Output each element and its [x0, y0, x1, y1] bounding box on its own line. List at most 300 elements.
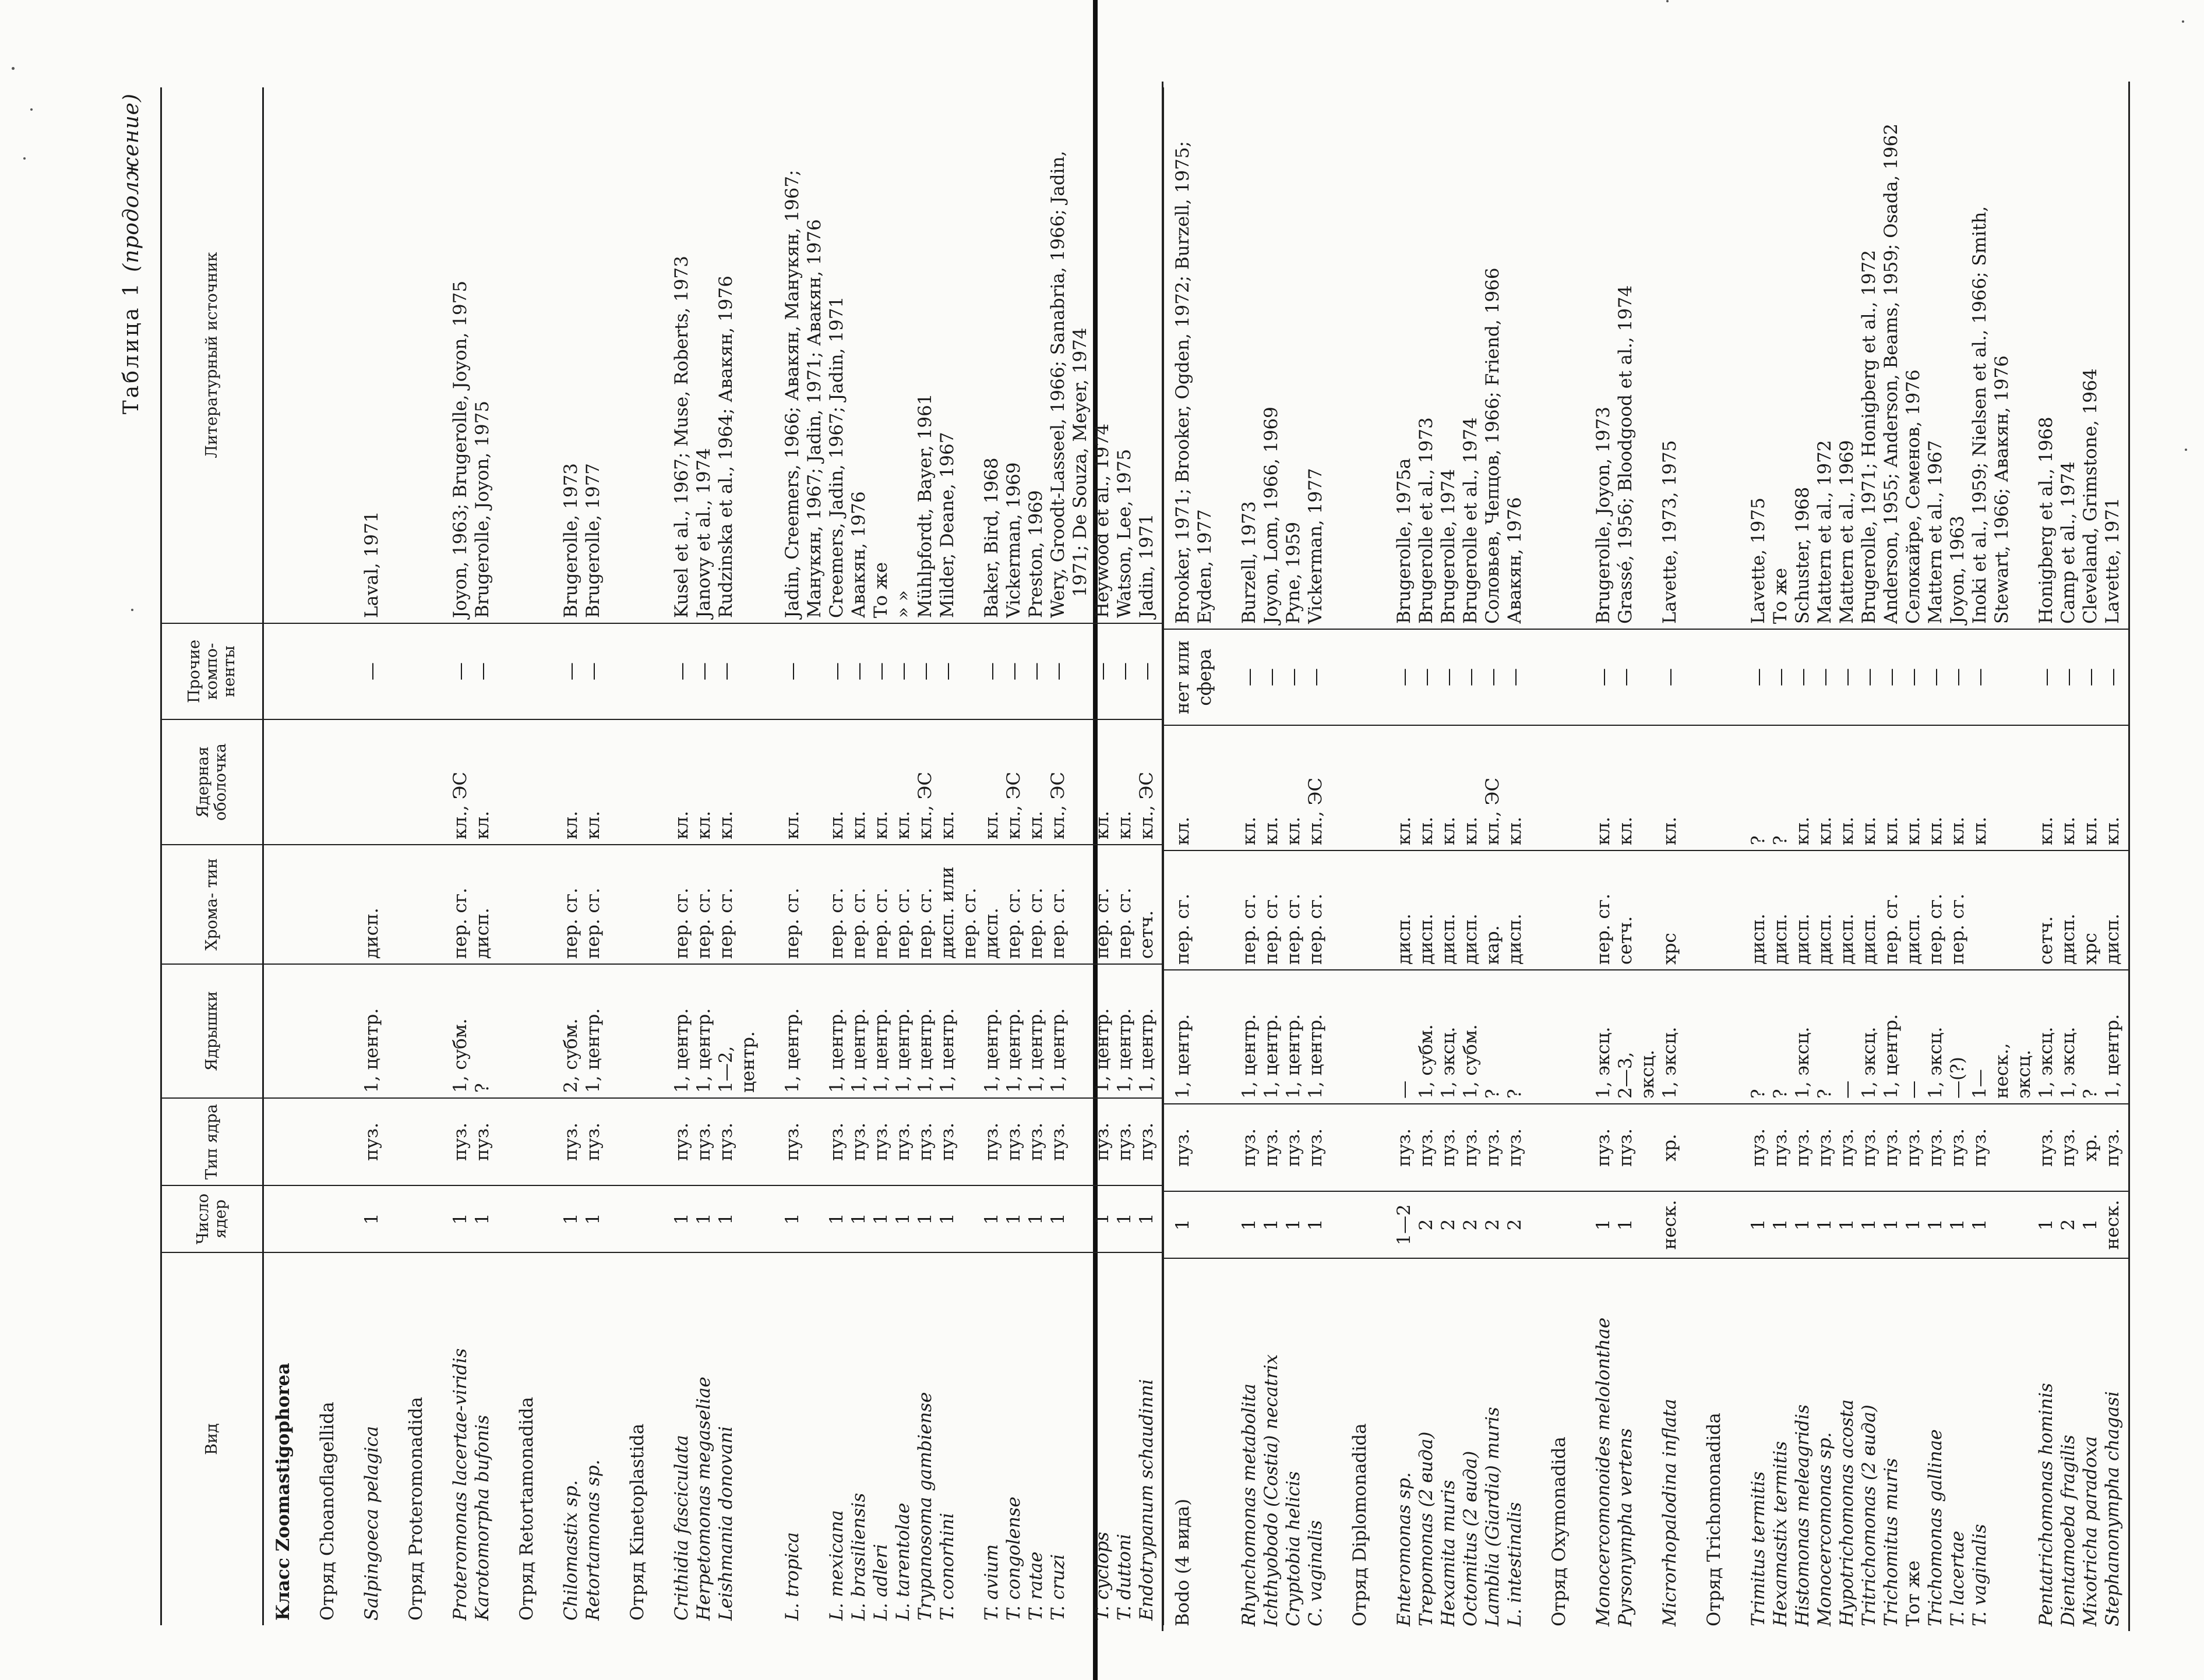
left-hromatin-cell: сетч. — [1136, 910, 1157, 959]
right-istochnik-cell: Селокайре, Семенов, 1976 — [1903, 369, 1924, 624]
right-istochnik-cell: Joyon, Lom, 1966, 1969 — [1261, 407, 1282, 624]
right-tip-cell: пуз. — [1593, 1128, 1614, 1167]
left-prochie-cell — [604, 629, 626, 714]
col-obolochka — [263, 719, 1163, 845]
col-header-obolochka: Ядерная оболочка — [161, 719, 263, 845]
right-prochie-cell: — — [1460, 668, 1481, 686]
right-hromatin-cell: дисп. — [1903, 913, 1924, 965]
left-vid-cell: Salpingoeca pelagica — [361, 1425, 382, 1621]
right-hromatin-cell: пер. сг. — [1283, 893, 1304, 965]
left-vid-cell — [493, 1258, 516, 1621]
col-hromatin — [1163, 850, 2129, 970]
right-hromatin-cell: пер. сг. — [1593, 893, 1614, 965]
left-prochie-cell — [648, 629, 671, 714]
left-prochie-cell: — — [560, 662, 581, 680]
right-prochie-cell: — — [1239, 668, 1260, 686]
left-vid-cell: L. tropica — [782, 1532, 803, 1621]
right-istochnik-cell: Mattern et al., 1972 — [1814, 440, 1835, 624]
left-obolochka-cell — [427, 725, 449, 839]
right-chislo-cell: 1 — [1615, 1219, 1636, 1231]
left-yadryshki-cell: 1, центр. — [1025, 1008, 1046, 1093]
right-hromatin-cell: дисп. — [1836, 913, 1857, 965]
right-hromatin-cell — [1703, 856, 1725, 965]
left-chislo-cell — [316, 1191, 338, 1247]
left-prochie-cell: — — [1092, 662, 1113, 680]
right-chislo-cell — [1991, 1197, 2013, 1253]
left-hromatin-cell: пер. сг. — [583, 887, 604, 959]
right-chislo-cell — [1637, 1197, 1659, 1253]
left-yadryshki-cell: 1, центр. — [1114, 1008, 1135, 1093]
left-prochie-cell: — — [1048, 662, 1069, 680]
left-istochnik-cell: Creemers, Jadin, 1967; Jadin, 1971 — [826, 296, 847, 618]
left-chislo-cell: 1 — [981, 1213, 1002, 1225]
right-prochie-cell — [1637, 634, 1659, 720]
right-hromatin-cell: дисп. — [1792, 913, 1813, 965]
left-vid-cell: T. cruzi — [1048, 1554, 1069, 1621]
right-yadryshki-cell: 1, эксц. — [1593, 1026, 1614, 1099]
right-chislo-cell — [1526, 1197, 1548, 1253]
right-tip-cell — [1703, 1109, 1725, 1186]
left-istochnik-cell — [538, 92, 560, 618]
right-vid-cell: Hexamastix termitis — [1770, 1441, 1791, 1626]
left-obolochka-cell: кл. — [937, 811, 958, 839]
right-vid-cell: Pentatrichomonas hominis — [2036, 1383, 2057, 1626]
left-chislo-cell — [383, 1191, 405, 1247]
right-yadryshki-cell: 1, эксц. — [2058, 1026, 2079, 1099]
right-yadryshki-cell — [1548, 975, 1570, 1099]
left-chislo-cell: 1 — [560, 1213, 581, 1225]
left-vid-cell: Karotomorpha bufonis — [472, 1414, 493, 1621]
left-istochnik-cell: То же — [870, 562, 891, 618]
right-tip-cell: пуз. — [1881, 1128, 1902, 1167]
right-vid-cell — [1216, 1263, 1238, 1626]
right-vid-cell: T. vaginalis — [1969, 1524, 1990, 1626]
right-yadryshki-cell — [1570, 975, 1592, 1099]
right-prochie-cell: — — [1438, 668, 1459, 686]
left-tip-cell: пуз. — [782, 1123, 803, 1161]
left-vid-cell — [538, 1258, 560, 1621]
left-vid-cell: T. duttoni — [1114, 1533, 1135, 1621]
col-header-hromatin: Хрома- тин — [161, 845, 263, 964]
right-hromatin-cell: дисп. — [1394, 913, 1415, 965]
left-hromatin-cell — [803, 850, 826, 959]
right-prochie-cell: — — [1261, 668, 1282, 686]
right-chislo-cell — [1349, 1197, 1371, 1253]
left-hromatin-cell — [338, 850, 361, 959]
right-prochie-cell: — — [2080, 668, 2101, 686]
left-hromatin-cell — [316, 850, 338, 959]
left-hromatin-cell — [604, 850, 626, 959]
left-obolochka-cell: кл., ЭС — [1003, 771, 1024, 839]
left-hromatin-cell: пер. сг. — [1092, 887, 1113, 959]
right-tip-cell — [2013, 1109, 2035, 1186]
right-tip-cell: пуз. — [1305, 1128, 1326, 1167]
left-istochnik-cell — [604, 92, 626, 618]
left-hromatin-cell — [493, 850, 516, 959]
right-hromatin-cell — [1969, 856, 1991, 965]
right-hromatin-cell — [2013, 856, 2035, 965]
left-istochnik-cell: Brugerolle, 1973 — [560, 463, 581, 618]
right-vid-cell: T. lacertae — [1947, 1530, 1968, 1626]
right-hromatin-cell: кар. — [1482, 925, 1503, 965]
left-istochnik-cell — [405, 92, 427, 618]
right-tip-cell: пуз. — [1172, 1128, 1193, 1167]
left-chislo-cell: 1 — [583, 1213, 604, 1225]
col-chislo — [263, 1185, 1163, 1252]
right-vid-cell: Отряд Diplomonadida — [1349, 1423, 1370, 1626]
right-vid-cell: Trepomonas (2 вида) — [1416, 1431, 1437, 1626]
left-chislo-cell — [338, 1191, 361, 1247]
right-istochnik-cell: Соловьев, Чепцов, 1966; Friend, 1966 — [1482, 267, 1503, 624]
left-vid-cell: T. cyclops — [1092, 1531, 1113, 1621]
right-tip-cell: пуз. — [1969, 1128, 1990, 1167]
right-yadryshki-cell — [1526, 975, 1548, 1099]
right-istochnik-cell: Stewart, 1966; Авакян, 1976 — [1991, 355, 2012, 624]
left-prochie-cell: — — [1136, 662, 1157, 680]
left-yadryshki-cell — [516, 969, 538, 1093]
right-prochie-cell: — — [1748, 668, 1769, 686]
left-chislo-cell — [626, 1191, 648, 1247]
left-istochnik-cell: Preston, 1969 — [1025, 490, 1046, 618]
col-tip — [1163, 1104, 2129, 1191]
right-tip-cell: пуз. — [1460, 1128, 1481, 1167]
right-yadryshki-cell: эксц. — [1637, 1050, 1658, 1099]
right-hromatin-cell — [1194, 856, 1216, 965]
right-vid-cell — [1371, 1263, 1393, 1626]
left-hromatin-cell — [759, 850, 781, 959]
right-hromatin-cell — [1548, 856, 1570, 965]
right-yadryshki-cell: 1— — [1969, 1069, 1990, 1099]
left-istochnik-cell: Heywood et al., 1974 — [1092, 423, 1113, 618]
right-prochie-cell: — — [1969, 668, 1990, 686]
left-prochie-cell — [493, 629, 516, 714]
left-vid-cell: Chilomastix sp. — [560, 1480, 581, 1621]
left-obolochka-cell — [759, 725, 781, 839]
left-tip-cell: пуз. — [671, 1123, 692, 1161]
left-chislo-cell: 1 — [1114, 1213, 1135, 1225]
left-istochnik-cell: Kusel et al., 1967; Muse, Roberts, 1973 — [671, 256, 692, 618]
right-hromatin-cell — [1371, 856, 1393, 965]
left-tip-cell: пуз. — [826, 1123, 847, 1161]
left-istochnik-cell — [493, 92, 516, 618]
left-yadryshki-cell — [538, 969, 560, 1093]
right-chislo-cell: 1 — [1770, 1219, 1791, 1231]
left-prochie-cell: — — [1114, 662, 1135, 680]
right-chislo-cell: 1 — [1283, 1219, 1304, 1231]
right-obolochka-cell: кл. — [1947, 817, 1968, 845]
left-yadryshki-cell: 1, центр. — [937, 1008, 958, 1093]
right-chislo-cell: 2 — [2058, 1219, 2079, 1231]
left-hromatin-cell — [427, 850, 449, 959]
left-tip-cell — [338, 1103, 361, 1180]
right-hromatin-cell: дисп. — [1748, 913, 1769, 965]
right-obolochka-cell: ? — [1748, 835, 1769, 845]
right-yadryshki-cell: 1, эксц. — [1792, 1026, 1813, 1099]
left-vid-cell — [383, 1258, 405, 1621]
left-hromatin-cell: пер. сг. — [715, 887, 736, 959]
left-istochnik-cell: Vickerman, 1969 — [1003, 462, 1024, 618]
right-vid-cell: Microrhopalodina inflata — [1659, 1399, 1680, 1626]
right-istochnik-cell: Camp et al., 1974 — [2058, 461, 2079, 624]
right-hromatin-cell: дисп. — [1859, 913, 1879, 965]
col-header-prochie: Прочие компо- ненты — [161, 623, 263, 719]
right-obolochka-cell: кл. — [1836, 817, 1857, 845]
right-vid-cell — [1637, 1263, 1659, 1626]
right-obolochka-cell: кл. — [1969, 817, 1990, 845]
right-prochie-cell — [1526, 634, 1548, 720]
right-chislo-cell — [1371, 1197, 1393, 1253]
left-vid-cell: Herpetomonas megaseliae — [693, 1377, 714, 1621]
col-prochie — [1163, 629, 2129, 725]
left-chislo-cell: 1 — [848, 1213, 869, 1225]
left-istochnik-cell: Mühlpfordt, Bayer, 1961 — [915, 393, 936, 618]
right-yadryshki-cell — [1216, 975, 1238, 1099]
left-vid-cell — [427, 1258, 449, 1621]
right-obolochka-cell — [1349, 730, 1371, 845]
right-yadryshki-cell: 1, субм. — [1416, 1024, 1437, 1099]
left-chislo-cell: 1 — [361, 1213, 382, 1225]
right-istochnik-cell: Brugerolle et al., 1974 — [1460, 417, 1481, 624]
right-chislo-cell: 1 — [1748, 1219, 1769, 1231]
left-obolochka-cell — [338, 725, 361, 839]
right-obolochka-cell — [1703, 730, 1725, 845]
left-hromatin-cell: дисп. — [361, 908, 382, 959]
left-prochie-cell — [338, 629, 361, 714]
right-yadryshki-cell — [1703, 975, 1725, 1099]
right-chislo-cell — [1327, 1197, 1349, 1253]
left-chislo-cell — [1069, 1191, 1091, 1247]
right-prochie-cell: — — [1881, 668, 1902, 686]
right-tip-cell: пуз. — [1283, 1128, 1304, 1167]
col-yadryshki — [263, 964, 1163, 1098]
right-hromatin-cell — [1570, 856, 1592, 965]
left-obolochka-cell: кл. — [472, 811, 493, 839]
left-chislo-cell: 1 — [782, 1213, 803, 1225]
right-vid-cell: Ichthyobodo (Costia) necatrix — [1261, 1354, 1282, 1626]
right-hromatin-cell: пер. сг. — [1261, 893, 1282, 965]
left-chislo-cell — [538, 1191, 560, 1247]
right-istochnik-cell — [1703, 86, 1725, 624]
left-obolochka-cell: кл. — [782, 811, 803, 839]
right-tip-cell: пуз. — [1925, 1128, 1946, 1167]
left-tip-cell — [737, 1103, 759, 1180]
left-vid-cell — [958, 1258, 981, 1621]
right-chislo-cell — [1703, 1197, 1725, 1253]
right-istochnik-cell: Inoki et al., 1959; Nielsen et al., 1966; Smith, — [1969, 206, 1990, 624]
right-yadryshki-cell: 1, центр. — [1172, 1014, 1193, 1099]
col-vid — [263, 1252, 1163, 1625]
col-chislo — [1163, 1191, 2129, 1258]
left-yadryshki-cell — [803, 969, 826, 1093]
right-prochie-cell: — — [1925, 668, 1946, 686]
left-tip-cell — [427, 1103, 449, 1180]
right-prochie-cell — [1991, 634, 2013, 720]
left-hromatin-cell: дисп. или — [937, 866, 958, 959]
left-hromatin-cell — [648, 850, 671, 959]
left-yadryshki-cell — [759, 969, 781, 1093]
left-yadryshki-cell: 1, центр. — [826, 1008, 847, 1093]
right-vid-cell: Tritrichomonas (2 вида) — [1859, 1404, 1879, 1626]
left-tip-cell: пуз. — [1114, 1123, 1135, 1161]
right-page — [1098, 0, 2204, 1680]
table-body-row — [263, 87, 1163, 1625]
right-istochnik-cell — [1681, 86, 1703, 624]
right-tip-cell — [1637, 1109, 1659, 1186]
right-vid-cell: Hexamita muris — [1438, 1480, 1459, 1626]
right-obolochka-cell: кл., ЭС — [1305, 777, 1326, 845]
left-chislo-cell: 1 — [870, 1213, 891, 1225]
left-yadryshki-cell — [316, 969, 338, 1093]
right-hromatin-cell: дисп. — [2102, 913, 2123, 965]
left-istochnik-cell: 1971; De Souza, Meyer, 1974 — [1070, 327, 1091, 597]
left-obolochka-cell — [405, 725, 427, 839]
right-prochie-cell — [1349, 634, 1371, 720]
right-tip-cell: пуз. — [2102, 1128, 2123, 1167]
left-obolochka-cell: кл. — [1025, 811, 1046, 839]
left-yadryshki-cell: 1, центр. — [583, 1008, 604, 1093]
right-hromatin-cell: дисп. — [1416, 913, 1437, 965]
right-yadryshki-cell: 1, центр. — [1881, 1014, 1902, 1099]
right-hromatin-cell: дисп. — [1438, 913, 1459, 965]
right-chislo-cell — [1194, 1197, 1216, 1253]
left-obolochka-cell — [361, 725, 383, 839]
right-tip-cell: пуз. — [1239, 1128, 1260, 1167]
right-tip-cell: пуз. — [1859, 1128, 1879, 1167]
right-chislo-cell: 2 — [1416, 1219, 1437, 1231]
caption-note: (продолжение) — [119, 93, 143, 272]
right-hromatin-cell: пер. сг. — [1239, 893, 1260, 965]
left-obolochka-cell — [272, 725, 294, 839]
right-hromatin-cell — [1216, 856, 1238, 965]
left-yadryshki-cell — [648, 969, 671, 1093]
left-istochnik-cell — [759, 92, 781, 618]
right-prochie-cell: — — [1482, 668, 1503, 686]
right-prochie-cell: — — [1814, 668, 1835, 686]
right-tip-cell: пуз. — [1792, 1128, 1813, 1167]
right-obolochka-cell: кл. — [1881, 817, 1902, 845]
right-tip-cell — [1349, 1109, 1371, 1186]
table-body-row — [1163, 82, 2129, 1631]
left-chislo-cell: 1 — [1025, 1213, 1046, 1225]
left-obolochka-cell: кл. — [560, 811, 581, 839]
right-vid-cell: Тот же — [1903, 1560, 1924, 1626]
left-yadryshki-cell: 1, центр. — [693, 1008, 714, 1093]
left-yadryshki-cell: 1, центр. — [870, 1008, 891, 1093]
right-rotated-content — [1162, 82, 2123, 1631]
left-yadryshki-cell: 1, центр. — [782, 1008, 803, 1093]
left-obolochka-cell: кл., ЭС — [1136, 771, 1157, 839]
right-istochnik-cell — [1349, 86, 1371, 624]
right-hromatin-cell — [1526, 856, 1548, 965]
right-vid-cell: Enteromonas sp. — [1394, 1472, 1415, 1626]
left-obolochka-cell: кл. — [981, 811, 1002, 839]
right-istochnik-cell: Mattern et al., 1967 — [1925, 440, 1946, 624]
left-prochie-cell — [958, 629, 981, 714]
left-tip-cell: пуз. — [1092, 1123, 1113, 1161]
right-chislo-cell: 1 — [1593, 1219, 1614, 1231]
right-obolochka-cell: кл. — [1504, 817, 1525, 845]
right-yadryshki-cell: — — [1903, 1081, 1924, 1099]
right-istochnik-cell — [1526, 86, 1548, 624]
right-tip-cell: хр. — [1659, 1134, 1680, 1162]
left-istochnik-cell — [737, 92, 759, 618]
left-obolochka-cell — [294, 725, 316, 839]
left-tip-cell — [294, 1103, 316, 1180]
right-vid-cell — [1681, 1263, 1703, 1626]
left-obolochka-cell — [604, 725, 626, 839]
left-obolochka-cell — [803, 725, 826, 839]
right-yadryshki-cell — [1371, 975, 1393, 1099]
left-prochie-cell: — — [715, 662, 736, 680]
left-yadryshki-cell — [383, 969, 405, 1093]
right-yadryshki-cell: 1, центр. — [1283, 1014, 1304, 1099]
right-chislo-cell: 1 — [1239, 1219, 1260, 1231]
right-istochnik-cell: Eyden, 1977 — [1194, 509, 1215, 624]
right-obolochka-cell: кл. — [1814, 817, 1835, 845]
right-vid-cell: L. intestinalis — [1504, 1502, 1525, 1626]
left-vid-cell — [294, 1258, 316, 1621]
left-prochie-cell: — — [361, 662, 382, 680]
left-istochnik-cell — [958, 92, 981, 618]
right-tip-cell: пуз. — [1947, 1128, 1968, 1167]
left-prochie-cell: — — [693, 662, 714, 680]
left-obolochka-cell: кл. — [848, 811, 869, 839]
right-yadryshki-cell: — — [1394, 1081, 1415, 1099]
right-prochie-cell — [1371, 634, 1393, 720]
left-istochnik-cell: Авакян, 1976 — [848, 491, 869, 618]
left-tip-cell: пуз. — [1136, 1123, 1157, 1161]
left-chislo-cell: 1 — [893, 1213, 914, 1225]
caption-number: 1 — [119, 281, 143, 297]
left-chislo-cell: 1 — [1048, 1213, 1069, 1225]
right-hromatin-cell: хрс — [1659, 933, 1680, 965]
right-vid-cell: Mixotricha paradoxa — [2080, 1436, 2101, 1626]
left-obolochka-cell — [383, 725, 405, 839]
caption-word: Таблица — [119, 305, 143, 415]
right-tip-cell — [1681, 1109, 1703, 1186]
right-obolochka-cell — [2013, 730, 2035, 845]
left-yadryshki-cell — [958, 969, 981, 1093]
left-chislo-cell — [405, 1191, 427, 1247]
right-obolochka-cell — [1194, 730, 1216, 845]
left-vid-cell: Отряд Choanoflagellida — [317, 1402, 338, 1621]
left-tip-cell: пуз. — [893, 1123, 914, 1161]
right-istochnik-cell: Lavette, 1973, 1975 — [1659, 440, 1680, 624]
table-caption — [119, 93, 143, 414]
left-vid-cell — [759, 1258, 781, 1621]
left-hromatin-cell: дисп. — [472, 908, 493, 959]
left-hromatin-cell: пер. сг. — [826, 887, 847, 959]
right-tip-cell: пуз. — [1504, 1128, 1525, 1167]
left-istochnik-cell: Watson, Lee, 1975 — [1114, 449, 1135, 618]
right-obolochka-cell: кл. — [1615, 817, 1636, 845]
left-obolochka-cell — [538, 725, 560, 839]
right-tip-cell: пуз. — [1261, 1128, 1282, 1167]
right-prochie-cell: — — [2036, 668, 2057, 686]
left-hromatin-cell: пер. сг. — [782, 887, 803, 959]
right-yadryshki-cell: ? — [1814, 1089, 1835, 1099]
left-tip-cell: пуз. — [915, 1123, 936, 1161]
left-vid-cell — [737, 1258, 759, 1621]
left-istochnik-cell: » » — [893, 590, 914, 618]
right-obolochka-cell: кл. — [1792, 817, 1813, 845]
left-vid-cell — [1069, 1258, 1091, 1621]
right-prochie-cell — [2013, 634, 2035, 720]
right-hromatin-cell: пер. сг. — [1305, 893, 1326, 965]
right-prochie-cell: — — [1947, 668, 1968, 686]
right-chislo-cell: 1 — [1261, 1219, 1282, 1231]
right-tip-cell — [1570, 1109, 1592, 1186]
